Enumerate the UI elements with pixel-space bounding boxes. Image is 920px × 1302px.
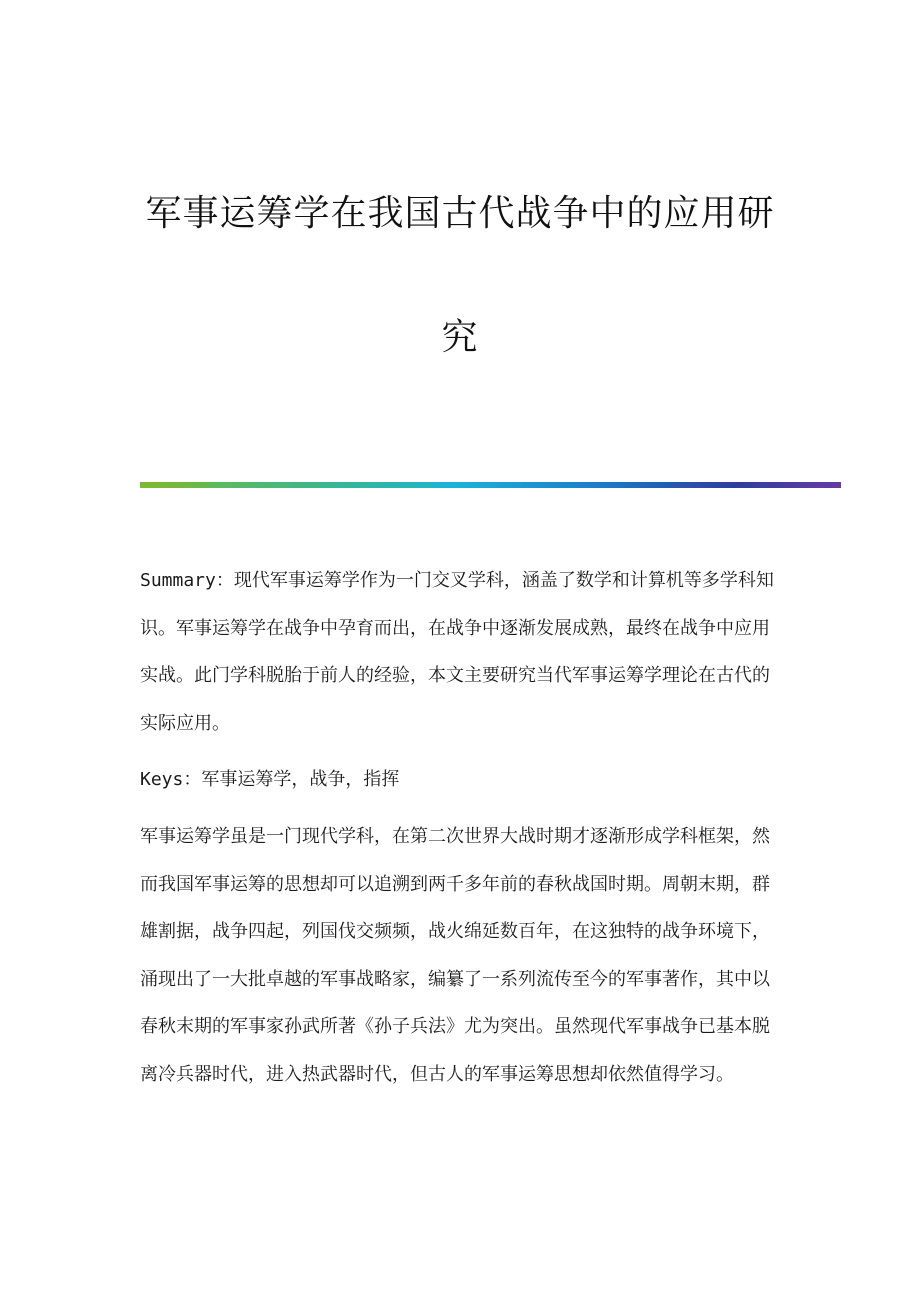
summary-text: 现代军事运筹学作为一门交叉学科，涵盖了数学和计算机等多学科知识。军事运筹学在战争中孕育而出，在战争中逐渐发展成熟，最终在战争中应用实战。此门学科脱胎于前人的经验，本文主要研究当代军事运筹学理论在古代的实际应用。 [140,570,774,734]
keys-text: 军事运筹学，战争，指挥 [201,769,400,790]
document-title-line-2: 究 [441,317,479,358]
summary-label: Summary： [140,570,234,591]
document-title-line-1: 军事运筹学在我国古代战争中的应用研 [145,193,775,234]
gradient-divider [140,482,841,488]
summary-paragraph [140,557,780,747]
keywords-paragraph [140,756,780,804]
body-paragraph: 军事运筹学虽是一门现代学科，在第二次世界大战时期才逐渐形成学科框架，然而我国军事运筹的思想却可以追溯到两千多年前的春秋战国时期。周朝末期，群雄割据，战争四起，列国伐交频频，战火绵延数百年，在这独特的战争环境下，涌现出了一大批卓越的军事战略家，编纂了一系列流传至今的军事著作，其中以春秋末期的军事家孙武所著《孙子兵法》尤为突出。虽然现代军事战争已基本脱离冷兵器时代，进入热武器时代，但古人的军事运筹思想却依然值得学习。 [140,826,770,1085]
keys-label: Keys： [140,769,202,790]
